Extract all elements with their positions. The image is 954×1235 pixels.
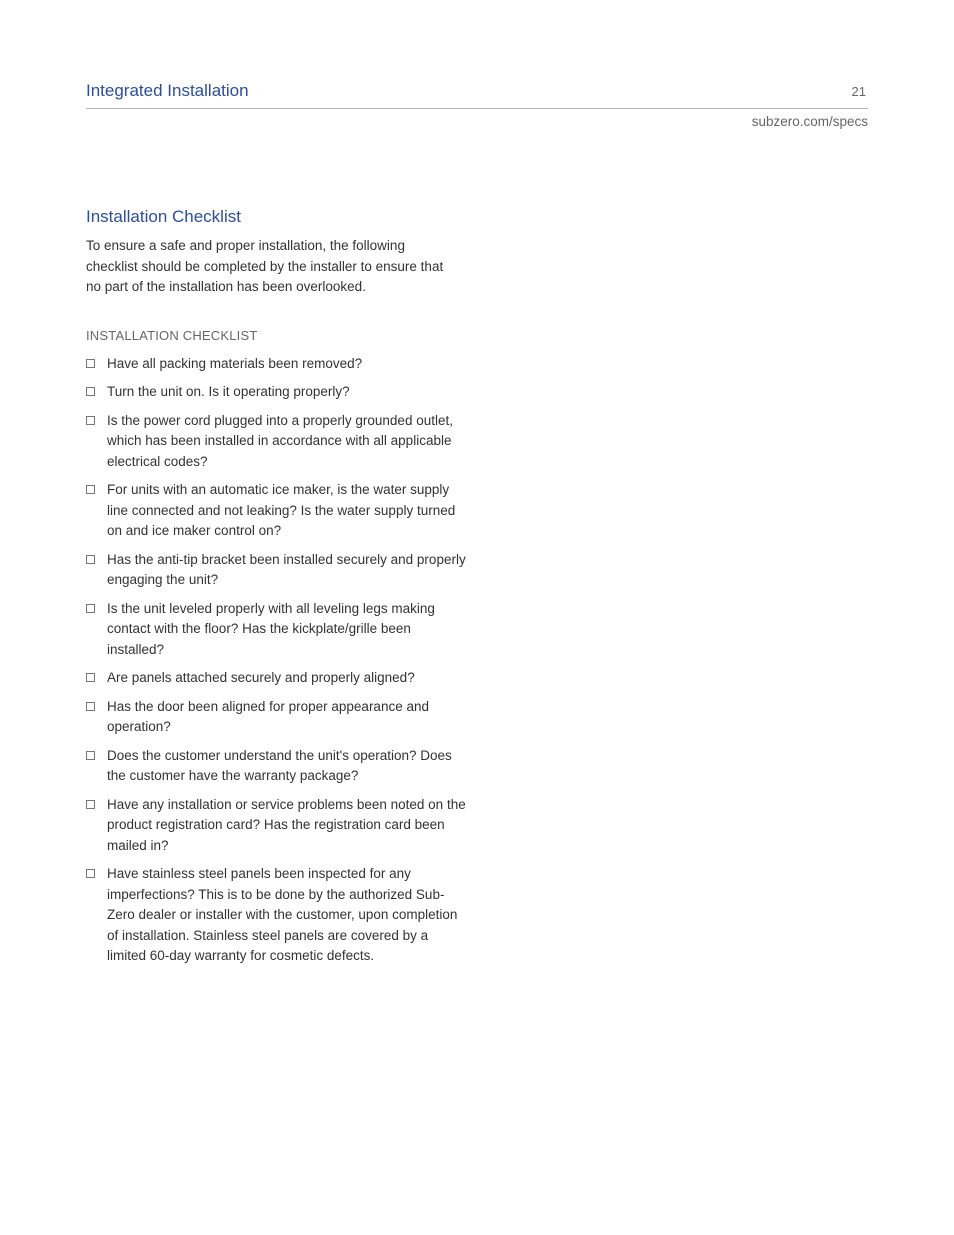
checklist-item xyxy=(86,697,466,738)
checklist-item xyxy=(86,795,466,857)
section-title: Installation Checklist xyxy=(86,207,241,226)
checklist-item-text: Are panels attached securely and properly aligned? xyxy=(107,670,415,685)
checkbox-icon xyxy=(86,416,95,425)
page-number: 21 xyxy=(851,84,866,99)
header-title: Integrated Installation xyxy=(86,81,249,100)
checklist-item xyxy=(86,864,466,967)
site-url: subzero.com/specs xyxy=(751,114,868,129)
checkbox-icon xyxy=(86,702,95,711)
checklist-item-text: Have stainless steel panels been inspected for any imperfections? This is to be done by the authorized Sub-Zero dealer or installer with the customer, upon completion of installation. Stainless steel panels are covered by a limited 60-day warranty for cosmetic defects. xyxy=(107,866,458,963)
checkbox-icon xyxy=(86,869,95,878)
checklist-item-text: Have all packing materials been removed? xyxy=(107,355,363,371)
checklist-item-text: Have any installation or service problems been noted on the product registration card? Has the registration card been mailed in? xyxy=(107,796,466,853)
checklist-heading: INSTALLATION CHECKLIST xyxy=(86,327,258,343)
checklist-item xyxy=(86,480,466,542)
checklist-item xyxy=(86,599,466,661)
page-header xyxy=(86,80,868,109)
checkbox-icon xyxy=(86,751,95,760)
checklist-item-text: Is the power cord plugged into a properly grounded outlet, which has been installed in accordance with all applicable electrical codes? xyxy=(107,412,453,469)
intro-paragraph: To ensure a safe and proper installation, the following checklist should be completed by the installer to ensure that no part of the installation has been overlooked. xyxy=(86,238,444,294)
checkbox-icon xyxy=(86,555,95,564)
checklist-item-text: Is the unit leveled properly with all leveling legs making contact with the floor? Has the kickplate/grille been installed? xyxy=(107,600,435,657)
checkbox-icon xyxy=(86,359,95,368)
checklist-item xyxy=(86,746,466,787)
checklist-item-text: For units with an automatic ice maker, is the water supply line connected and not leaking? Is the water supply turned on and ice maker control on? xyxy=(107,482,456,538)
checkbox-icon xyxy=(86,485,95,494)
checklist xyxy=(86,354,466,967)
checklist-item xyxy=(86,411,466,473)
checkbox-icon xyxy=(86,800,95,809)
checklist-item xyxy=(86,668,466,689)
checklist-item xyxy=(86,550,466,591)
checklist-item-text: Has the door been aligned for proper appearance and operation? xyxy=(107,698,429,734)
installation-checklist-section xyxy=(86,206,466,975)
checkbox-icon xyxy=(86,673,95,682)
checklist-item-text: Does the customer understand the unit's operation? Does the customer have the warranty package? xyxy=(107,747,452,783)
checklist-item xyxy=(86,382,466,403)
checkbox-icon xyxy=(86,604,95,613)
checklist-item xyxy=(86,354,466,375)
checkbox-icon xyxy=(86,387,95,396)
checklist-item-text: Turn the unit on. Is it operating properly? xyxy=(107,384,350,399)
checklist-item-text: Has the anti-tip bracket been installed securely and properly engaging the unit? xyxy=(107,551,466,587)
